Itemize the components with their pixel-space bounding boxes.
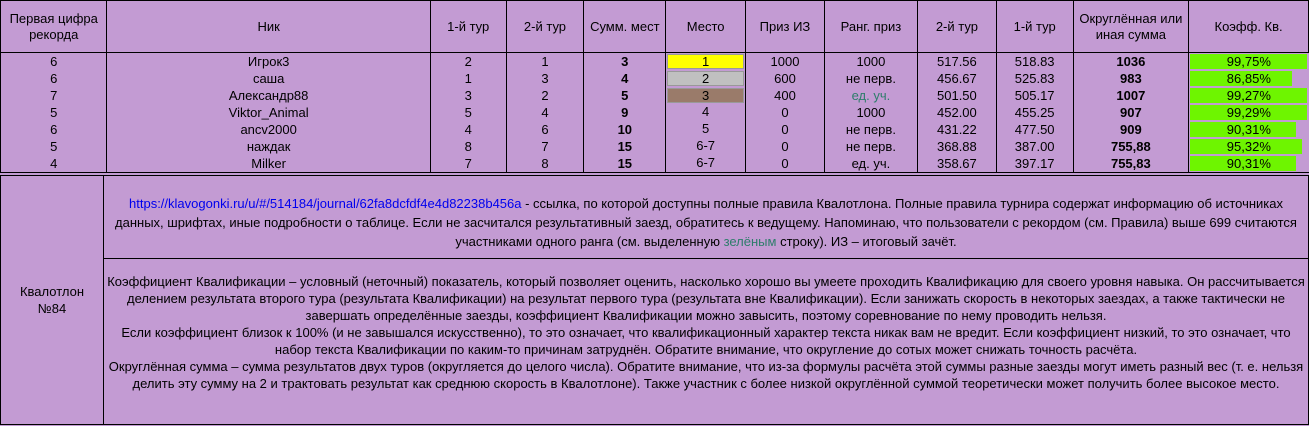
cell-round1-place[interactable]: 8 — [430, 138, 506, 155]
cell-speed-round2[interactable]: 452.00 — [917, 104, 996, 121]
explanation-coef: Коэффициент Квалификации – условный (неточный) показатель, который позволяет оценить, насколько хорошо вы умеете проходить Квалификацию для своего уровня навыка. Он рассчитывается делением результата второго тура (результата Квалификации) на результат первого тура (результата вне Квалификации). Если занижать скорость в некоторых заездах, а также тактически не завершать определённые заезды, коэффициент Квалификации можно завысить, поэтому соревнование по нему проводить нельзя. — [107, 274, 1305, 323]
header-speed-round1[interactable]: 1-й тур — [996, 1, 1073, 53]
cell-sum-places[interactable]: 15 — [584, 138, 666, 155]
cell-sum-places[interactable]: 4 — [584, 70, 666, 87]
rules-info-text — [108, 194, 1304, 251]
coef-value: 90,31% — [1226, 156, 1271, 171]
place-value: 6-7 — [696, 155, 716, 170]
cell-first-digit[interactable]: 5 — [1, 138, 107, 155]
rules-link[interactable]: https://klavogonki.ru/u/#/514184/journal/62fa8dcfdf4e4d82238b456a — [129, 196, 522, 211]
table-row — [1, 104, 1309, 121]
cell-place[interactable] — [666, 104, 746, 121]
cell-nick[interactable]: Игрок3 — [107, 53, 430, 71]
cell-rounded-sum[interactable]: 983 — [1073, 70, 1189, 87]
place-value: 2 — [667, 71, 744, 86]
cell-prize-iz[interactable]: 0 — [746, 138, 825, 155]
cell-coef[interactable] — [1189, 155, 1309, 173]
rules-info-part1: - ссылка, по которой доступны полные правила Квалотлона. Полные правила турнира содержат информацию об источниках данных, шрифтах, иные подробности о таблице. Если не засчитался результативный заезд, обратитесь к ведущему. Напоминаю, что пользователи с рекордом (см. Правила) выше 699 считаются участниками одного ранга (см. выделенную — [115, 196, 1297, 249]
explanation-coef-meaning: Если коэффициент близок к 100% (и не завышался искусственно), то это означает, что квалификационный характер текста никак вам не вредит. Если коэффициент низкий, то это означает, что набор текста Квалификации по каким-то причинам затруднён. Обратите внимание, что округление до сотых может снижать точность расчёта. — [121, 325, 1291, 357]
cell-nick[interactable]: ancv2000 — [107, 121, 430, 138]
cell-nick[interactable]: наждак — [107, 138, 430, 155]
cell-rank-prize[interactable]: 1000 — [824, 53, 917, 71]
cell-rounded-sum[interactable]: 755,83 — [1073, 155, 1189, 173]
header-sum-places[interactable]: Сумм. мест — [584, 1, 666, 53]
explanation-text — [107, 273, 1305, 392]
table-row — [1, 87, 1309, 104]
table-row — [1, 70, 1309, 87]
cell-coef[interactable] — [1189, 70, 1309, 87]
cell-coef[interactable] — [1189, 138, 1309, 155]
cell-nick[interactable]: Александр88 — [107, 87, 430, 104]
cell-rounded-sum[interactable]: 1036 — [1073, 53, 1189, 71]
cell-first-digit[interactable]: 4 — [1, 155, 107, 173]
coef-value: 86,85% — [1226, 71, 1271, 86]
explanation-rounded-sum: Округлённая сумма – сумма результатов двух туров (округляется до целого числа). Обратите внимание, что из-за формулы расчёта этой суммы разные заезды могут иметь разный вес (т. е. нельзя делить эту сумму на 2 и трактовать результат как среднюю скорость в Квалотлоне). Также участник с более низкой округлённой суммой теоретически может получить более высокое место. — [108, 359, 1304, 391]
coef-value: 99,29% — [1226, 105, 1271, 120]
cell-place[interactable] — [666, 87, 746, 104]
cell-speed-round2[interactable]: 431.22 — [917, 121, 996, 138]
cell-speed-round1[interactable]: 525.83 — [996, 70, 1073, 87]
cell-round1-place[interactable]: 5 — [430, 104, 506, 121]
cell-round2-place[interactable]: 8 — [506, 155, 584, 173]
cell-place[interactable] — [666, 138, 746, 155]
cell-speed-round1[interactable]: 518.83 — [996, 53, 1073, 71]
header-speed-round2[interactable]: 2-й тур — [917, 1, 996, 53]
table-row — [1, 155, 1309, 173]
cell-place[interactable] — [666, 121, 746, 138]
notes-section — [0, 175, 1309, 426]
cell-round1-place[interactable]: 7 — [430, 155, 506, 173]
cell-round2-place[interactable]: 3 — [506, 70, 584, 87]
rules-info-cell[interactable] — [104, 175, 1309, 259]
cell-speed-round2[interactable]: 501.50 — [917, 87, 996, 104]
cell-prize-iz[interactable]: 1000 — [746, 53, 825, 71]
explanation-cell[interactable] — [104, 259, 1309, 425]
cell-sum-places[interactable]: 15 — [584, 155, 666, 173]
header-round2[interactable]: 2-й тур — [506, 1, 584, 53]
header-row — [1, 1, 1309, 53]
cell-rounded-sum[interactable]: 1007 — [1073, 87, 1189, 104]
header-rank-prize[interactable]: Ранг. приз — [824, 1, 917, 53]
cell-speed-round2[interactable]: 517.56 — [917, 53, 996, 71]
rules-info-part2: строку). ИЗ – итоговый зачёт. — [776, 234, 957, 249]
cell-coef[interactable] — [1189, 121, 1309, 138]
cell-coef[interactable] — [1189, 53, 1309, 71]
place-value: 4 — [702, 104, 710, 119]
place-value: 1 — [667, 54, 744, 69]
header-rounded-sum[interactable]: Округлённая или иная сумма — [1073, 1, 1189, 53]
cell-round1-place[interactable]: 2 — [430, 53, 506, 71]
cell-rank-prize[interactable]: не перв. — [824, 121, 917, 138]
cell-rank-prize[interactable]: ед. уч. — [824, 155, 917, 173]
header-prize-iz[interactable]: Приз ИЗ — [746, 1, 825, 53]
cell-first-digit[interactable]: 6 — [1, 70, 107, 87]
cell-speed-round1[interactable]: 397.17 — [996, 155, 1073, 173]
cell-sum-places[interactable]: 10 — [584, 121, 666, 138]
cell-sum-places[interactable]: 3 — [584, 53, 666, 71]
cell-sum-places[interactable]: 9 — [584, 104, 666, 121]
cell-round2-place[interactable]: 7 — [506, 138, 584, 155]
coef-value: 99,27% — [1226, 88, 1271, 103]
cell-speed-round1[interactable]: 387.00 — [996, 138, 1073, 155]
results-table — [0, 0, 1309, 173]
cell-nick[interactable]: Viktor_Animal — [107, 104, 430, 121]
cell-rank-prize[interactable]: 1000 — [824, 104, 917, 121]
header-first-digit[interactable]: Первая цифра рекорда — [1, 1, 107, 53]
coef-value: 95,32% — [1226, 139, 1271, 154]
cell-speed-round2[interactable]: 358.67 — [917, 155, 996, 173]
cell-place[interactable] — [666, 53, 746, 71]
table-row — [1, 121, 1309, 138]
cell-place[interactable] — [666, 70, 746, 87]
cell-coef[interactable] — [1189, 87, 1309, 104]
cell-first-digit[interactable]: 5 — [1, 104, 107, 121]
cell-nick[interactable]: саша — [107, 70, 430, 87]
header-nick[interactable]: Ник — [107, 1, 430, 53]
coef-value: 90,31% — [1226, 122, 1271, 137]
cell-prize-iz[interactable]: 0 — [746, 155, 825, 173]
cell-rounded-sum[interactable]: 909 — [1073, 121, 1189, 138]
cell-speed-round2[interactable]: 456.67 — [917, 70, 996, 87]
cell-place[interactable] — [666, 155, 746, 173]
cell-first-digit[interactable]: 6 — [1, 121, 107, 138]
cell-round2-place[interactable]: 1 — [506, 53, 584, 71]
cell-nick[interactable]: Milker — [107, 155, 430, 173]
cell-round1-place[interactable]: 4 — [430, 121, 506, 138]
cell-rank-prize[interactable]: не перв. — [824, 138, 917, 155]
place-value: 6-7 — [696, 138, 716, 153]
cell-round2-place[interactable]: 2 — [506, 87, 584, 104]
cell-speed-round1[interactable]: 455.25 — [996, 104, 1073, 121]
rules-info-green-word: зелёным — [723, 234, 777, 249]
cell-round2-place[interactable]: 6 — [506, 121, 584, 138]
cell-first-digit[interactable]: 7 — [1, 87, 107, 104]
cell-first-digit[interactable]: 6 — [1, 53, 107, 71]
cell-speed-round1[interactable]: 477.50 — [996, 121, 1073, 138]
cell-speed-round2[interactable]: 368.88 — [917, 138, 996, 155]
cell-coef[interactable] — [1189, 104, 1309, 121]
cell-sum-places[interactable]: 5 — [584, 87, 666, 104]
header-coef[interactable]: Коэфф. Кв. — [1189, 1, 1309, 53]
place-value: 3 — [667, 88, 744, 103]
cell-rounded-sum[interactable]: 755,88 — [1073, 138, 1189, 155]
cell-prize-iz[interactable]: 0 — [746, 121, 825, 138]
coef-value: 99,75% — [1226, 54, 1271, 69]
cell-round1-place[interactable]: 1 — [430, 70, 506, 87]
cell-prize-iz[interactable]: 0 — [746, 104, 825, 121]
cell-speed-round1[interactable]: 505.17 — [996, 87, 1073, 104]
header-round1[interactable]: 1-й тур — [430, 1, 506, 53]
cell-prize-iz[interactable]: 600 — [746, 70, 825, 87]
table-row — [1, 53, 1309, 71]
header-place[interactable]: Место — [666, 1, 746, 53]
cell-round1-place[interactable]: 3 — [430, 87, 506, 104]
cell-rank-prize[interactable]: ед. уч. — [824, 87, 917, 104]
table-row — [1, 138, 1309, 155]
qualotlon-label[interactable]: Квалотлон №84 — [0, 175, 104, 425]
cell-prize-iz[interactable]: 400 — [746, 87, 825, 104]
cell-rank-prize[interactable]: не перв. — [824, 70, 917, 87]
cell-round2-place[interactable]: 4 — [506, 104, 584, 121]
place-value: 5 — [702, 121, 710, 136]
cell-rounded-sum[interactable]: 907 — [1073, 104, 1189, 121]
